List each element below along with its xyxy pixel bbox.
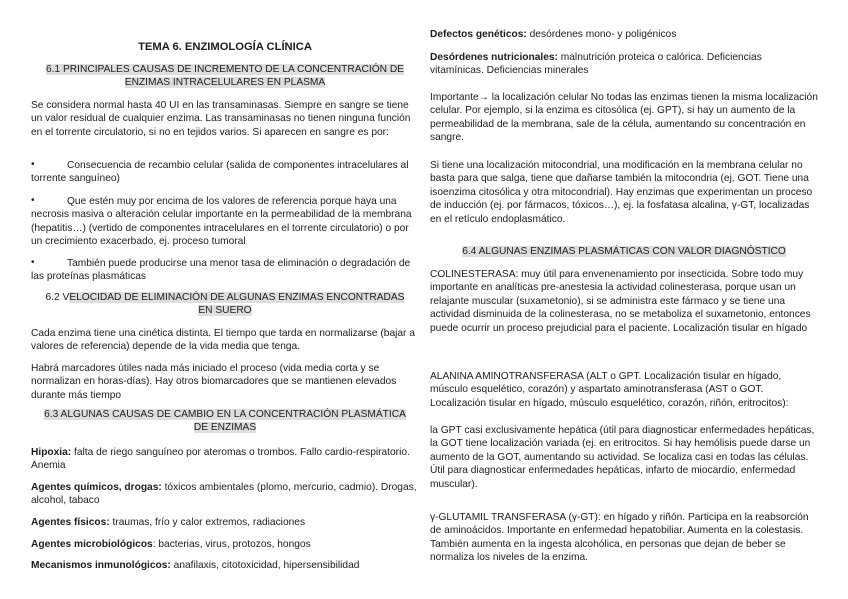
page-title: TEMA 6. ENZIMOLOGÍA CLÍNICA (138, 41, 312, 53)
section-6-2-heading-line1: ELOCIDAD DE ELIMINACIÓN DE ALGUNAS ENZIMAS ENCONTRADAS (69, 292, 405, 303)
cause-item-nutricionales (430, 51, 818, 78)
bullet-item-3 (31, 257, 419, 284)
paragraph-alanina-aminotransferasa: ALANINA AMINOTRANSFERASA (ALT o GPT. Localización tisular en hígado, músculo esquelético, corazón) y aspartato aminotransferasa (AST o GOT. Localización tisular en hígado, músculo esquelético, corazón, riñón, eritrocitos): (430, 371, 789, 409)
cause-text: falta de riego sanguíneo por ateromas o trombos. Fallo cardio-respiratorio. Anemia (31, 447, 410, 472)
cause-label: Agentes físicos: (31, 517, 110, 528)
bullet-marker: • (31, 257, 35, 268)
cause-label: Desórdenes nutricionales: (430, 52, 558, 63)
cause-label: Mecanismos inmunológicos: (31, 560, 171, 571)
paragraph-importante: Importante→ la localización celular No todas las enzimas tienen la misma localización celular. Por ejemplo, si la enzima es citosólica (ej. GPT), si hay un aumento de la permeabilidad de la membrana, sale de la célula, aumentando su concentración en sangre. (430, 92, 818, 144)
cause-item-inmunologicos (31, 559, 419, 572)
section-6-1-heading-line1: 6.1 PRINCIPALES CAUSAS DE INCREMENTO DE LA CONCENTRACIÓN DE (46, 64, 404, 75)
section-6-1-heading (31, 64, 419, 89)
cause-item-hipoxia (31, 446, 419, 473)
section-6-3-heading-line2: DE ENZIMAS (193, 421, 257, 433)
paragraph-gamma-gt: γ-GLUTAMIL TRANSFERASA (γ-GT): en hígado y riñón. Participa en la reabsorción de aminoácidos. Importante en enfermedad hepatobiliar. Aumenta en la colestasis. También aumenta en la ingesta alcohólica, en personas que dejan de beber se normaliza los niveles de la enzima. (430, 512, 809, 564)
section-6-3-heading (31, 409, 419, 434)
bullet-text: También puede producirse una menor tasa de eliminación o degradación de las proteínas plasmáticas (31, 258, 411, 283)
bullet-marker: • (31, 195, 35, 206)
section-6-2-heading-line2: EN SUERO (198, 304, 252, 316)
section-6-1-intro: Se considera normal hasta 40 UI en las transaminasas. Siempre en sangre se tiene un valor residual de cualquier enzima. Las transaminasas no tienen ninguna función en el torrente circulatorio, si no en tejidos varios. Si aparecen en sangre es por: (31, 100, 411, 138)
bullet-text: Consecuencia de recambio celular (salida de componentes intracelulares al torrente sanguíneo) (31, 160, 409, 185)
section-6-4-heading (430, 246, 818, 259)
bullet-text: Que estén muy por encima de los valores de referencia porque haya una necrosis masiva o alteración celular importante en la permeabilidad de la membrana (hepatitis…) (vertido de componentes intracelulares en el torrente circulatorio) o por un crecimiento exacerbado, ej. proceso tumoral (31, 196, 412, 248)
section-6-2-paragraph-2: Habrá marcadores útiles nada más iniciado el proceso (vida media corta y se normalizan en horas-días). Hay otros biomarcadores que se mantienen elevados durante más tiempo (31, 363, 397, 401)
paragraph-colinesterasa: COLINESTERASA: muy útil para envenenamiento por insecticida. Sobre todo muy importante en analíticas pre-anestesia la actividad colinesterasa, porque usan un relajante muscular (suxametonio), si se administra este fármaco y se tiene una actividad disminuida de la colinesterasa, no se metaboliza el suxametonio, entonces puede ocurrir un proceso prejudicial para el paciente. Localización tisular en hígado (430, 269, 811, 334)
paragraph-gpt-got: la GPT casi exclusivamente hepática (útil para diagnosticar enfermedades hepáticas, la GOT tiene localización variada (ej. en eritrocitos. Si hay hemólisis puede darse un aumento de la GOT, aumentando su actividad. Se localiza casi en todas las células. Útil para diagnosticar enfermedades hepáticas, infarto de miocardio, enfermedad muscular). (430, 425, 815, 490)
bullet-item-2 (31, 195, 419, 249)
cause-text: malnutrición proteica o calórica. Deficiencias vitamínicas. Deficiencias minerales (430, 52, 762, 77)
section-6-3-heading-line1: 6.3 ALGUNAS CAUSAS DE CAMBIO EN LA CONCENTRACIÓN PLASMÁTICA (44, 409, 406, 420)
cause-text: desórdenes mono- y poligénicos (526, 29, 677, 40)
cause-text: tóxicos ambientales (plomo, mercurio, cadmio). Drogas, alcohol, tabaco (31, 482, 417, 507)
section-6-4-heading-text: 6.4 ALGUNAS ENZIMAS PLASMÁTICAS CON VALOR DIAGNÓSTICO (462, 246, 786, 257)
cause-label: Agentes químicos, drogas: (31, 482, 162, 493)
cause-text: anafilaxis, citotoxicidad, hipersensibilidad (170, 560, 360, 571)
cause-text: : bacterias, virus, protozos, hongos (152, 539, 311, 550)
section-6-2-paragraph-1: Cada enzima tiene una cinética distinta. El tiempo que tarda en normalizarse (bajar a valores de referencia) depende de la vida media que tenga. (31, 328, 415, 353)
cause-label: Hipoxia: (31, 447, 72, 458)
cause-label: Agentes microbiológicos (31, 539, 153, 550)
cause-text: traumas, frío y calor extremos, radiaciones (109, 517, 306, 528)
cause-item-quimicos (31, 481, 419, 508)
section-6-2-heading (31, 292, 419, 317)
section-6-1-heading-line2: ENZIMAS INTRACELULARES EN PLASMA (124, 76, 326, 88)
bullet-marker: • (31, 159, 35, 170)
paragraph-mitocondrial: Si tiene una localización mitocondrial, una modificación en la membrana celular no basta para que salga, tiene que dañarse también la mitocondria (ej. GOT. Tiene una isoenzima citosólica y otra mitocondrial). Hay enzimas que experimentan un proceso de inducción (ej. por fármacos, tóxicos…), ej. la fosfatasa alcalina, γ-GT, localizadas en el retículo endoplasmático. (430, 160, 813, 225)
bullet-item-1 (31, 159, 419, 186)
cause-item-microbiologicos (31, 538, 419, 551)
cause-label: Defectos genéticos: (430, 29, 527, 40)
section-6-2-heading-prefix: 6.2 V (45, 292, 70, 303)
cause-item-geneticos (430, 28, 818, 41)
cause-item-fisicos (31, 516, 419, 529)
